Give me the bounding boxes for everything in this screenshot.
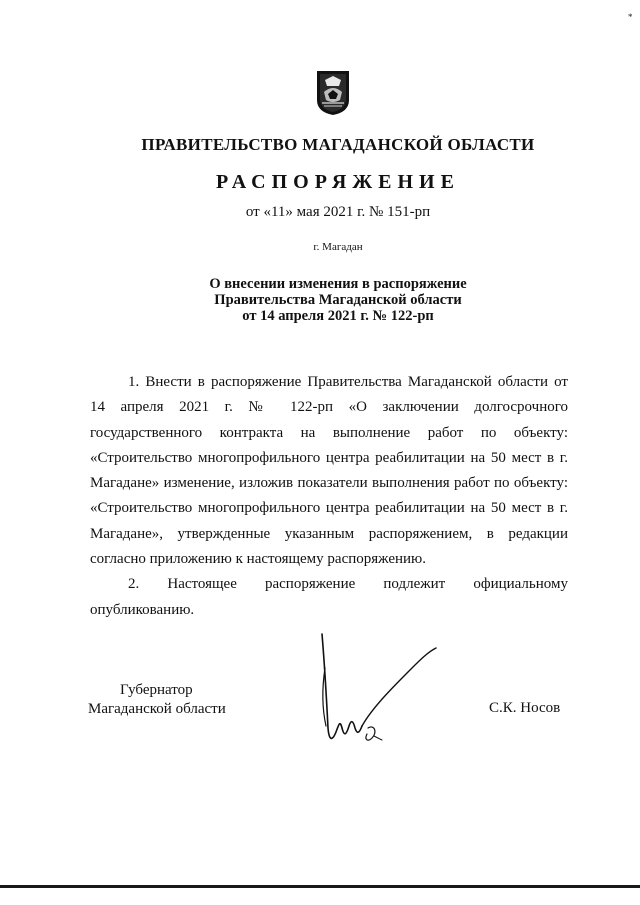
subject-line: от 14 апреля 2021 г. № 122-рп (242, 308, 434, 324)
document-body (90, 370, 568, 623)
handwritten-signature-icon (312, 628, 442, 748)
subject-line: Правительства Магаданской области (214, 292, 462, 308)
signatory-role-line: Магаданской области (88, 701, 226, 717)
document-type: РАСПОРЯЖЕНИЕ (216, 171, 460, 193)
document-place: г. Магадан (313, 241, 363, 253)
coat-of-arms-icon (316, 70, 350, 116)
subject-line: О внесении изменения в распоряжение (209, 276, 467, 292)
government-title: ПРАВИТЕЛЬСТВО МАГАДАНСКОЙ ОБЛАСТИ (141, 135, 535, 154)
signatory-name: С.К. Носов (489, 700, 561, 716)
page-bottom-border (0, 885, 640, 888)
document-subject (0, 276, 640, 324)
signatory-position (88, 681, 226, 719)
body-paragraph-1: 1. Внести в распоряжение Правительства Магаданской области от 14 апреля 2021 г. № 122-рп «О заключении долгосрочного государственного контракта на выполнение работ по объекту: «Строительство многопрофильного центра реабилитации на 50 мест в г. Магадане» изменение, изложив показатели выполнения работ по объекту: «Строительство многопрофильного центра реабилитации на 50 мест в г. Магадане», утвержденные указанным распоряжением, в редакции согласно приложению к настоящему распоряжению. (90, 374, 568, 568)
body-paragraph-2: 2. Настоящее распоряжение подлежит официальному опубликованию. (90, 576, 568, 618)
signatory-role-line: Губернатор (120, 682, 193, 698)
document-date-number: от «11» мая 2021 г. № 151-рп (245, 204, 431, 220)
corner-mark: * (628, 12, 633, 22)
